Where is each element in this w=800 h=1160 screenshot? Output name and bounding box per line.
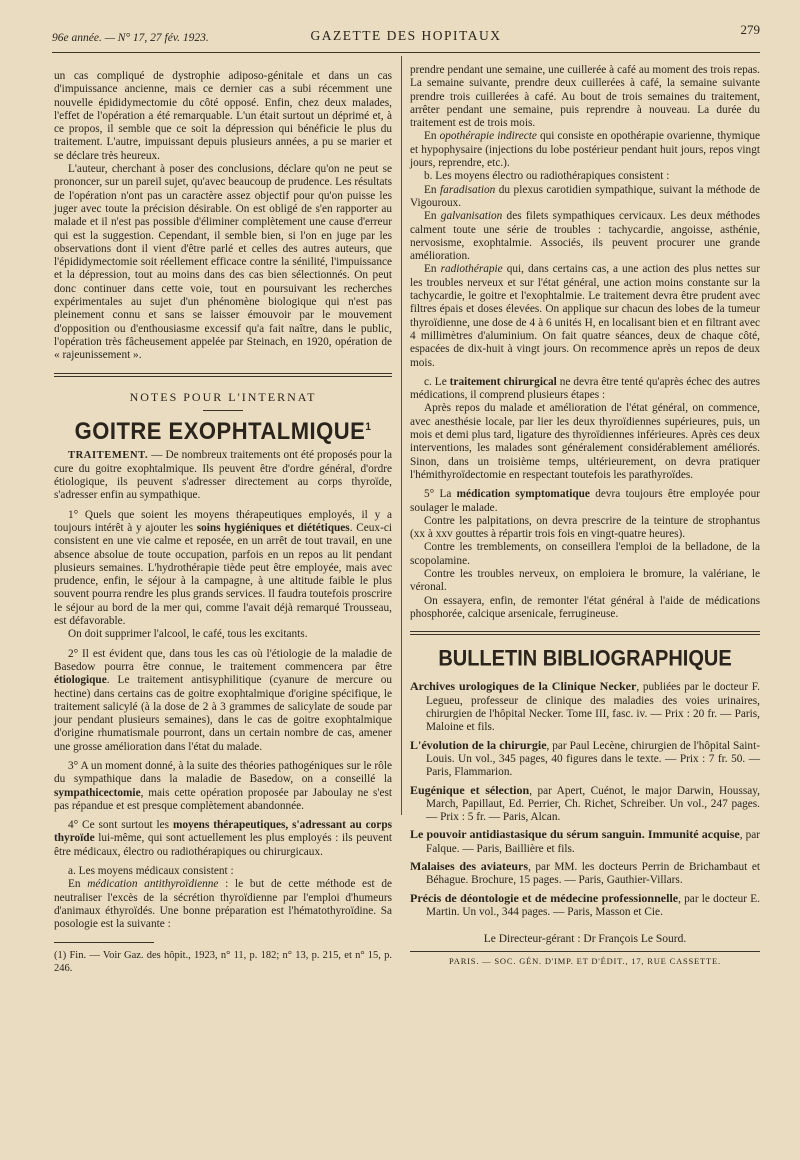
paragraph: On essayera, enfin, de remonter l'état général à l'aide de médications phosphorée, calcique arsenicale, ferrugineuse.: [410, 594, 760, 620]
bib-entry: Malaises des aviateurs, par MM. les docteurs Perrin de Brichambaut et Béhague. Brochure, 15 pages. — Paris, Gauthier-Villars.: [410, 859, 760, 887]
paragraph: On doit supprimer l'alcool, le café, tous les excitants.: [68, 628, 308, 641]
footnote: (1) Fin. — Voir Gaz. des hôpit., 1923, n° 11, p. 182; n° 13, p. 215, et n° 15, p. 246.: [54, 949, 392, 974]
paragraph: prendre pendant une semaine, une cuillerée à café au moment des trois repas. La semaine suivante, prendre deux cuillerées à café, la semaine suivante prendre trois cuillerées à café. Au bout de trois semaines du traitement, arrêter pendant une semaine, puis reprendre à nouveau. La durée du traitement est de trois mois.: [410, 64, 760, 130]
bib-entry: Eugénique et sélection, par Apert, Cuénot, le major Darwin, Houssay, March, Papillaut, Ed. Perrier, Ch. Richet, Schreiber. Un vol., 247 pages. — Prix : 5 fr. — Paris, Alcan.: [410, 782, 761, 824]
paragraph: TRAITEMENT. — De nombreux traitements ont été proposés pour la cure du goitre exophtalmique. Ils peuvent être d'ordre général, d'ordre étiologique, ils peuvent s'adresser directement au corps thyroïde, s'adresser enfin au sympathique.: [54, 449, 392, 502]
header-rule: [52, 52, 760, 53]
paragraph: 2° Il est évident que, dans tous les cas où l'étiologie de la maladie de Basedow pourra être connue, le traitement commencera par être étiologique. Le traitement antisyphilitique (cyanure de mercure ou hectine) dans certains cas de goitre exophtalmique d'origine spécifique, le traitement salicylé (à la dose de 2 à 3 grammes de salicylate de soude par jour pendant plusieurs semaines), dans le cas de goitre exophtalmique d'origine rhumatismale pourront, dans un certain nombre de cas, amener une grosse amélioration dans l'état du malade.: [54, 647, 392, 753]
bibliography-title: BULLETIN BIBLIOGRAPHIQUE: [438, 647, 732, 672]
paragraph: 1° Quels que soient les moyens thérapeutiques employés, il y a toujours intérêt à y ajouter les soins hygiéniques et diététiques. Ceux-ci consistent en une vie calme et reposée, en un arrêt de tout travail, en une absence absolue de toute occupation, parfois en un repos au lit pendant plusieurs semaines. L'hydrothérapie tiède peut être employée, mais avec prudence, enfin, le séjour à la campagne, à une altitude faible le plus souvent pourra rendre les plus grands services. Il faudra toutefois proscrire le séjour au bord de la mer qui, comme l'avait déjà remarqué Trousseau, est défavorable.: [54, 508, 392, 628]
left-column: [54, 70, 392, 975]
section-heading: NOTES POUR L'INTERNAT: [129, 389, 317, 404]
paragraph: 3° A un moment donné, à la suite des théories pathogéniques sur le rôle du sympathique dans la maladie de Basedow, on a conseillé la sympathicectomie, mais cette opération proposée par Jaboulay ne s'est pas répandue et est presque complètement abandonnée.: [54, 759, 392, 812]
issue-line: 96e année. — N° 17, 27 fév. 1923.: [52, 32, 209, 44]
paragraph: En radiothérapie qui, dans certains cas, a une action des plus nettes sur les troubles nerveux et sur l'état général, une action moins constante sur la tachycardie, le goitre et l'exophtalmie. Le traitement devra être prudent avec filtres épais et doses élevées. On applique sur chacun des lobes de la tumeur thyroïdienne, une dose de 4 à 6 unités H, en localisant bien et en filtrant avec 4 millimètres d'aluminium. On fait quatre séances, deux de chaque côté, espacées de dix-huit à vingt jours. On recommence après un repos de deux mois.: [410, 263, 761, 369]
section-rule: [410, 631, 760, 635]
running-head: [52, 22, 760, 50]
paragraph: Contre les palpitations, on devra prescrire de la teinture de strophantus (xx à xxv gouttes à répartir trois fois en vingt-quatre heures).: [410, 514, 760, 541]
paragraph: c. Le traitement chirurgical ne devra être tenté qu'après échec des autres médications, il comprend plusieurs étapes :: [410, 375, 760, 402]
bib-entry: Archives urologiques de la Clinique Necker, publiées par le docteur F. Legueu, professeur de clinique des maladies des voies urinaires, chirurgien de l'hôpital Necker. Tome III, fasc. iv. — Prix : 20 fr. — Paris, Maloine et fils.: [410, 679, 760, 734]
journal-title: GAZETTE DES HOPITAUX: [310, 28, 502, 43]
paragraph: 5° La médication symptomatique devra toujours être employée pour soulager le malade.: [410, 488, 760, 514]
article-title: GOITRE EXOPHTALMIQUE$^1$: [74, 417, 372, 445]
bib-entry: Le pouvoir antidiastasique du sérum sanguin. Immunité acquise, par Falque. — Paris, Baillière et fils.: [410, 827, 760, 855]
signature: Le Directeur-gérant : Dr François Le Sourd.: [483, 933, 687, 946]
paragraph: En faradisation du plexus carotidien sympathique, suivant la méthode de Vigouroux.: [410, 183, 760, 209]
short-rule: [203, 410, 243, 411]
paragraph: En médication antithyroïdienne : le but de cette méthode est de neutraliser l'excès de la sécrétion thyroïdienne par l'emploi d'humeurs d'animaux éthyroïdés. Une bonne préparation est l'hématothyroïdine. Sa posologie est la suivante :: [54, 878, 392, 931]
footnote-rule: [54, 942, 154, 943]
paragraph: En galvanisation des filets sympathiques cervicaux. Les deux méthodes calment toute une série de troubles : tachycardie, angoisse, asthénie, nervosisme, exophtalmie. Associés, ils peuvent procurer une grande amélioration.: [410, 210, 761, 263]
bib-entry: Précis de déontologie et de médecine professionnelle, par le docteur E. Martin. Un vol., 344 pages. — Paris, Masson et Cie.: [410, 890, 760, 918]
printer-imprint: PARIS. — SOC. GÉN. D'IMP. ET D'ÉDIT., 17, RUE CASSETTE.: [449, 955, 721, 966]
paragraph: un cas compliqué de dystrophie adiposo-génitale et dans un cas d'impuissance ancienne, mais ce dernier cas a subi récemment une nouvelle épididymectomie du côté opposé. Enfin, chez deux malades, l'effet de l'opération a été remarquable. L'un était surtout un déprimé et, à ce propos, il semble que ce soit la dépression qui bénéficie le plus du traitement. L'autre, impuissant depuis plusieurs années, a pu se marier et se déclare très heureux.: [54, 70, 392, 162]
paragraph: a. Les moyens médicaux consistent :: [68, 865, 234, 878]
paragraph: En opothérapie indirecte qui consiste en opothérapie ovarienne, thymique et hypophysaire (injections du lobe postérieur pendant huit jours, repos vingt jours, reprendre, etc.).: [410, 130, 761, 170]
page-number: 279: [740, 22, 760, 37]
paragraph: b. Les moyens électro ou radiothérapiques consistent :: [424, 170, 670, 183]
paragraph: Contre les tremblements, on conseillera l'emploi de la belladone, de la scopolamine.: [410, 541, 760, 567]
paragraph: Contre les troubles nerveux, on emploiera le bromure, la valériane, le véronal.: [410, 567, 760, 594]
paragraph: 4° Ce sont surtout les moyens thérapeutiques, s'adressant au corps thyroïde lui-même, qui sont actuellement les plus employés : ils peuvent être médicaux, électro ou radiothérapiques ou chirurgicaux.: [54, 819, 392, 858]
bib-entry: L'évolution de la chirurgie, par Paul Lecène, chirurgien de l'hôpital Saint-Louis. Un vol., 345 pages, 40 figures dans le texte. — Prix : 7 fr. 50. — Paris, Flammarion.: [410, 737, 760, 779]
section-rule: [54, 373, 392, 377]
paragraph: Après repos du malade et amélioration de l'état général, on commence, avec anesthésie locale, par lier les deux thyroïdiennes supérieures, puis, un mois et demi plus tard, ligature des thyroïdiennes inférieures. Après ces deux interventions, les malades sont généralement considérablement améliorés. Sinon, dans un troisième temps, ultérieurement, on devra pratiquer l'hémithyroïdectomie en respectant toutefois les parathyroïdes.: [410, 402, 760, 481]
right-column: [410, 64, 760, 968]
signature-rule: [410, 951, 760, 952]
footnote-marker: 1: [365, 421, 372, 434]
paragraph: L'auteur, cherchant à poser des conclusions, déclare qu'on ne peut se prononcer, sur un pareil sujet, qu'avec beaucoup de prudence. Les résultats de l'opération n'ont pas un caractère assez objectif pour qu'on puisse les juger avec toute la précision désirable. On est obligé de s'en rapporter au malade et il n'est pas possible d'éliminer complètement une cause d'erreur qui est la suggestion. Cependant, il semble bien, si l'on en juge par les observations dont il vient d'être parlé et celles des autres auteurs, que l'épididymectomie soit réellement efficace contre la sénilité, l'impuissance et la dépression, tout au moins dans des cas bien sélectionnés. On peut donc continuer dans cette voie, tout en poursuivant les recherches expérimentales au sujet d'un phénomène biologique qui n'est pas pleinement connu et sans se laisser émouvoir par le mouvement d'opposition ou d'enthousiasme excessif qu'a fait naître, dans le public, l'opération très fâcheusement appelée par Steinach, en 1920, opération de « rajeunissement ».: [54, 163, 392, 362]
column-rule: [401, 56, 402, 815]
